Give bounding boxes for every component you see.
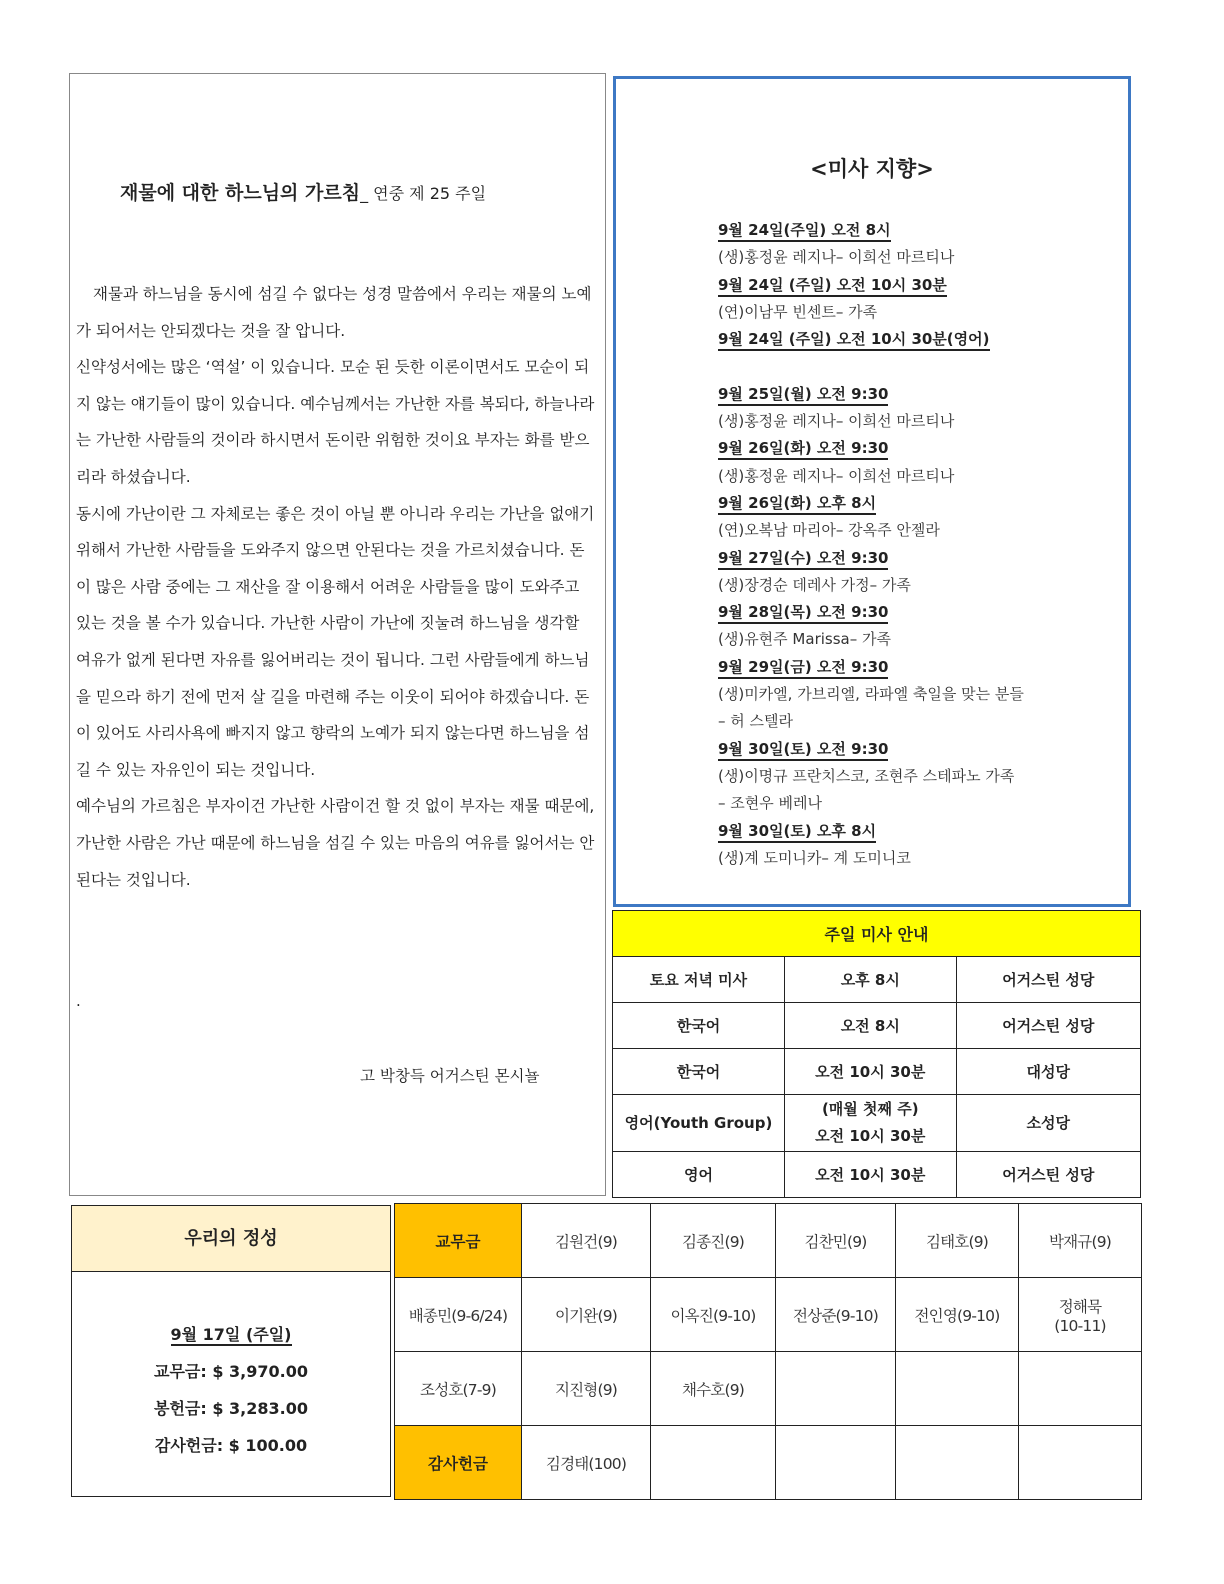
offering-header: 우리의 정성 bbox=[72, 1206, 390, 1272]
mass-intentions-list bbox=[718, 217, 1128, 872]
donor-cell bbox=[776, 1426, 896, 1500]
sunday-mass-cell: 어거스틴 성당 bbox=[956, 1152, 1140, 1198]
intention-date: 9월 24일(주일) 오전 8시 bbox=[718, 217, 1128, 244]
donor-cell: 박재규(9) bbox=[1019, 1204, 1142, 1278]
reflection-title bbox=[120, 178, 600, 205]
intention-name: (생)홍정윤 레지나– 이희선 마르티나 bbox=[718, 466, 955, 485]
intention-name: (연)이남무 빈센트– 가족 bbox=[718, 302, 878, 321]
reflection-paragraph: 신약성서에는 많은 ‘역설’ 이 있습니다. 모순 된 듯한 이론이면서도 모순이 되지 않는 얘기들이 많이 있습니다. 예수님께서는 가난한 자를 복되다, 하늘나라는 가난한 사람들의 것이라 하시면서 돈이란 위험한 것이요 부자는 화를 받으리라 하셨습니다. bbox=[76, 358, 595, 486]
donors-table bbox=[394, 1203, 1142, 1500]
sunday-mass-table bbox=[612, 910, 1141, 1198]
donor-cell: 김종진(9) bbox=[651, 1204, 776, 1278]
donor-category: 교무금 bbox=[395, 1204, 522, 1278]
sunday-mass-cell: 한국어 bbox=[613, 1049, 785, 1095]
intention-date: 9월 28일(목) 오전 9:30 bbox=[718, 599, 1128, 626]
donor-cell: 전인영(9-10) bbox=[896, 1278, 1019, 1352]
intention-date: 9월 30일(토) 오후 8시 bbox=[718, 818, 1128, 845]
donor-cell: 김경태(100) bbox=[522, 1426, 651, 1500]
sunday-mass-cell: 오전 10시 30분 bbox=[784, 1049, 956, 1095]
donor-cell: 정해묵 (10-11) bbox=[1019, 1278, 1142, 1352]
intention-date: 9월 29일(금) 오전 9:30 bbox=[718, 654, 1128, 681]
donor-cell: 김태호(9) bbox=[896, 1204, 1019, 1278]
intention-name: (생)미카엘, 가브리엘, 라파엘 축일을 맞는 분들 bbox=[718, 685, 1024, 704]
offering-body bbox=[72, 1316, 390, 1464]
sunday-mass-cell: 영어 bbox=[613, 1152, 785, 1198]
sunday-mass-cell: 어거스틴 성당 bbox=[956, 1003, 1140, 1049]
sunday-mass-cell: 오후 8시 bbox=[784, 957, 956, 1003]
reflection-paragraph: 동시에 가난이란 그 자체로는 좋은 것이 아닐 뿐 아니라 우리는 가난을 없애기 위해서 가난한 사람들을 도와주지 않으면 안된다는 것을 가르치셨습니다. 돈이 많은 사람 중에는 그 재산을 잘 이용해서 어려운 사람들을 많이 도와주고 있는 것을 볼 수가 있습니다. 가난한 사람이 가난에 짓눌려 하느님을 생각할 여유가 없게 된다면 자유를 잃어버리는 것이 됩니다. 그런 사람들에게 하느님을 믿으라 하기 전에 먼저 살 길을 마련해 주는 이웃이 되어야 하겠습니다. 돈이 있어도 사리사욕에 빠지지 않고 향락의 노예가 되지 않는다면 하느님을 섬길 수 있는 자유인이 되는 것입니다. bbox=[76, 504, 595, 779]
intention-date: 9월 26일(화) 오전 9:30 bbox=[718, 435, 1128, 462]
donor-cell bbox=[896, 1352, 1019, 1426]
intention-date: 9월 24일 (주일) 오전 10시 30분(영어) bbox=[718, 326, 1128, 353]
reflection-paragraph: 예수님의 가르침은 부자이건 가난한 사람이건 할 것 없이 부자는 재물 때문에, 가난한 사람은 가난 때문에 하느님을 섬길 수 있는 마음의 여유를 잃어서는 안된다는 것입니다. bbox=[76, 797, 595, 889]
offering-line-thanksgiving: 감사헌금: $ 100.00 bbox=[154, 1436, 308, 1455]
reflection-body bbox=[76, 276, 596, 898]
donor-category: 감사헌금 bbox=[395, 1426, 522, 1500]
reflection-subtitle: _ 연중 제 25 주일 bbox=[360, 184, 487, 203]
intention-name: – 허 스텔라 bbox=[718, 712, 793, 731]
sunday-mass-cell: 토요 저녁 미사 bbox=[613, 957, 785, 1003]
sunday-mass-cell: 소성당 bbox=[956, 1095, 1140, 1152]
sunday-mass-cell: 대성당 bbox=[956, 1049, 1140, 1095]
intention-date: 9월 27일(수) 오전 9:30 bbox=[718, 545, 1128, 572]
reflection-box bbox=[69, 73, 606, 1196]
intention-name: (생)장경순 데레사 가정– 가족 bbox=[718, 575, 911, 594]
intention-name: – 조현우 베레나 bbox=[718, 794, 822, 813]
intention-date: 9월 25일(월) 오전 9:30 bbox=[718, 381, 1128, 408]
sunday-mass-header: 주일 미사 안내 bbox=[613, 911, 1141, 957]
donor-cell: 이옥진(9-10) bbox=[651, 1278, 776, 1352]
donors-row bbox=[395, 1278, 1142, 1352]
sunday-mass-cell: 오전 10시 30분 bbox=[784, 1152, 956, 1198]
intention-name: (생)계 도미니카– 계 도미니코 bbox=[718, 848, 911, 867]
offering-summary bbox=[71, 1205, 391, 1497]
intention-name: (생)유현주 Marissa– 가족 bbox=[718, 630, 891, 649]
sunday-mass-row bbox=[613, 1152, 1141, 1198]
donors-row bbox=[395, 1426, 1142, 1500]
offering-line-collection: 봉헌금: $ 3,283.00 bbox=[154, 1399, 308, 1418]
sunday-mass-cell: 오전 8시 bbox=[784, 1003, 956, 1049]
sunday-mass-cell: 영어(Youth Group) bbox=[613, 1095, 785, 1152]
sunday-mass-cell: (매월 첫째 주) 오전 10시 30분 bbox=[784, 1095, 956, 1152]
sunday-mass-row bbox=[613, 1049, 1141, 1095]
donor-cell bbox=[1019, 1352, 1142, 1426]
donor-cell: 채수호(9) bbox=[651, 1352, 776, 1426]
mass-intentions-title: <미사 지향> bbox=[810, 157, 934, 181]
reflection-dot: . bbox=[76, 992, 81, 1010]
donor-cell bbox=[776, 1352, 896, 1426]
donors-row bbox=[395, 1352, 1142, 1426]
donor-cell bbox=[651, 1426, 776, 1500]
donor-cell: 김원건(9) bbox=[522, 1204, 651, 1278]
donor-cell: 김찬민(9) bbox=[776, 1204, 896, 1278]
donors-row bbox=[395, 1204, 1142, 1278]
sunday-mass-cell: 한국어 bbox=[613, 1003, 785, 1049]
intention-date: 9월 30일(토) 오전 9:30 bbox=[718, 736, 1128, 763]
offering-line-dues: 교무금: $ 3,970.00 bbox=[154, 1362, 308, 1381]
reflection-title-main: 재물에 대한 하느님의 가르침 bbox=[120, 182, 361, 204]
donor-cell: 지진형(9) bbox=[522, 1352, 651, 1426]
sunday-mass-row bbox=[613, 1095, 1141, 1152]
offering-date: 9월 17일 (주일) bbox=[170, 1325, 292, 1344]
intention-date: 9월 26일(화) 오후 8시 bbox=[718, 490, 1128, 517]
donor-cell: 배종민(9-6/24) bbox=[395, 1278, 522, 1352]
intention-name: (생)이명규 프란치스코, 조현주 스테파노 가족 bbox=[718, 766, 1015, 785]
sunday-mass-row bbox=[613, 957, 1141, 1003]
sunday-mass-body bbox=[613, 957, 1141, 1198]
intention-name: (생)홍정윤 레지나– 이희선 마르티나 bbox=[718, 248, 955, 267]
intention-name: (생)홍정윤 레지나– 이희선 마르티나 bbox=[718, 412, 955, 431]
donor-cell bbox=[896, 1426, 1019, 1500]
intention-date: 9월 24일 (주일) 오전 10시 30분 bbox=[718, 272, 1128, 299]
donors-body bbox=[395, 1204, 1142, 1500]
reflection-author: 고 박창득 어거스틴 몬시뇰 bbox=[360, 1067, 540, 1085]
mass-intentions-box bbox=[613, 76, 1131, 907]
sunday-mass-cell: 어거스틴 성당 bbox=[956, 957, 1140, 1003]
reflection-paragraph: 재물과 하느님을 동시에 섬길 수 없다는 성경 말씀에서 우리는 재물의 노예가 되어서는 안되겠다는 것을 잘 압니다. bbox=[76, 285, 592, 340]
sunday-mass-row bbox=[613, 1003, 1141, 1049]
intention-name: (연)오복남 마리아– 강옥주 안젤라 bbox=[718, 521, 940, 540]
donor-cell bbox=[1019, 1426, 1142, 1500]
intention-spacer bbox=[718, 353, 1128, 380]
donor-cell: 전상준(9-10) bbox=[776, 1278, 896, 1352]
donor-cell: 이기완(9) bbox=[522, 1278, 651, 1352]
donor-cell: 조성호(7-9) bbox=[395, 1352, 522, 1426]
